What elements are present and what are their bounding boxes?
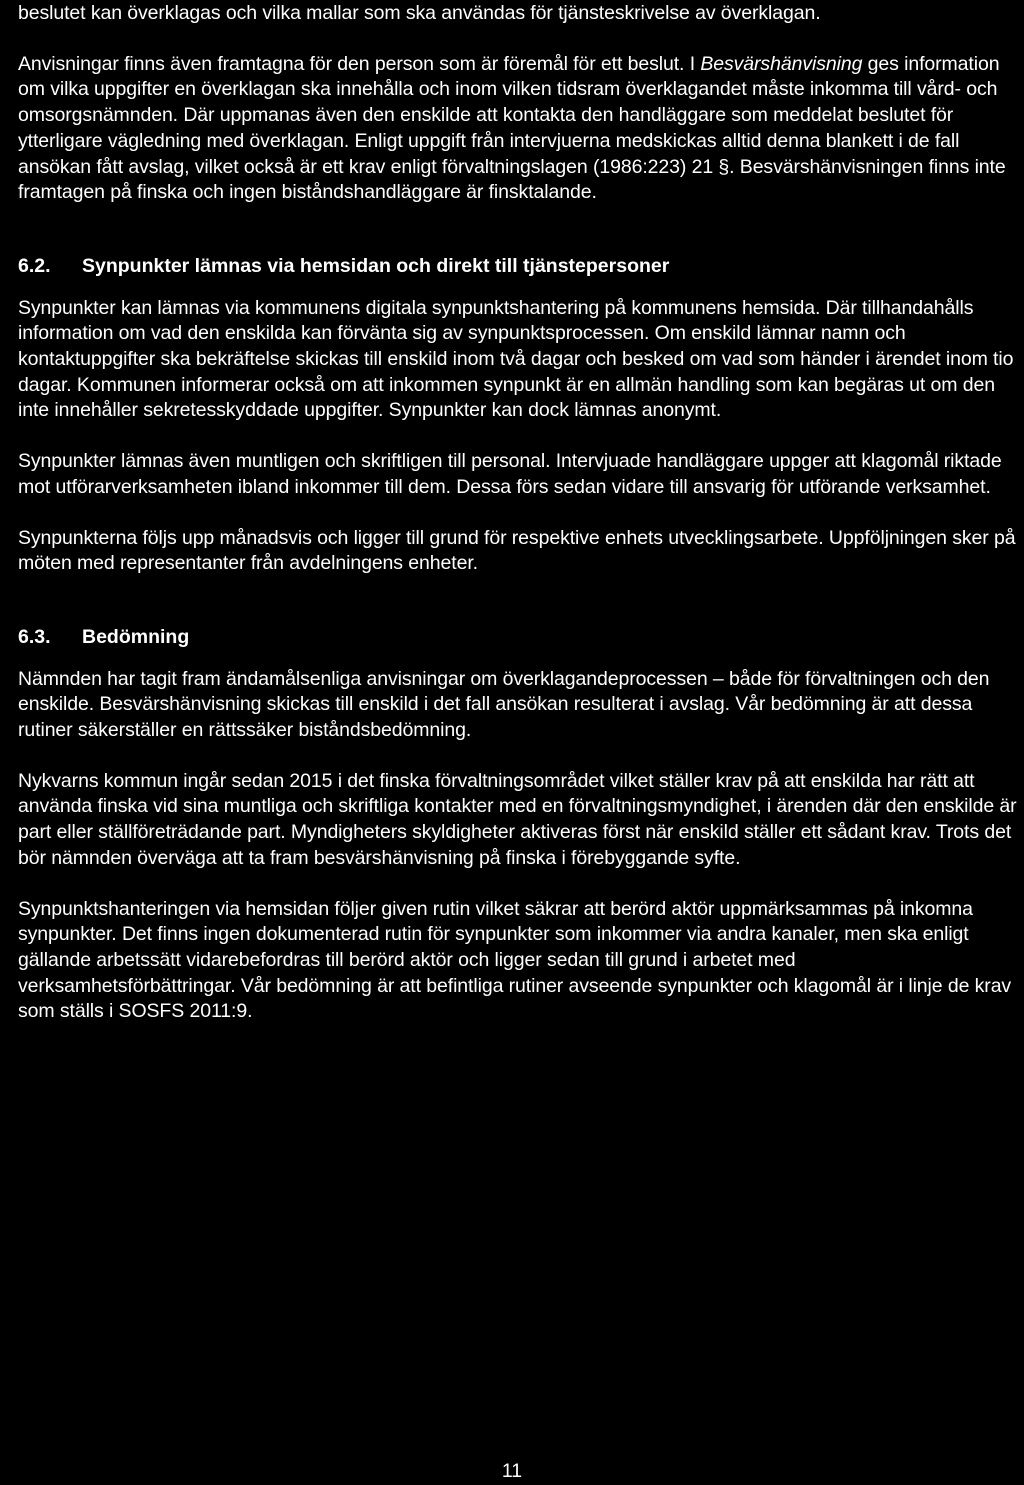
- page-number: 11: [501, 1460, 523, 1482]
- section-6-2-paragraph-1: Synpunkter kan lämnas via kommunens digitala synpunktshantering på kommunens hemsida. Där tillhandahålls information om vad den enskilda kan förvänta sig av synpunktsprocessen. Om enskild lämnar namn och kontaktuppgifter ska bekräftelse skickas till enskild inom två dagar och besked om vad som händer i ärendet inom tio dagar. Kommunen informerar också om att inkommen synpunkt är en allmän handling som kan begäras ut om den inte innehåller sekretesskyddade uppgifter. Synpunkter kan dock lämnas anonymt.: [18, 296, 1014, 422]
- section-title: Synpunkter lämnas via hemsidan och direkt till tjänstepersoner: [82, 254, 670, 277]
- document-body: [18, 0, 1018, 1025]
- section-6-2-paragraph-3: Synpunkterna följs upp månadsvis och ligger till grund för respektive enhets utvecklingsarbete. Uppföljningen sker på möten med representanter från avdelningens enheter.: [18, 526, 1016, 575]
- intro-paragraph-1: beslutet kan överklagas och vilka mallar som ska användas för tjänsteskrivelse av överklagan.: [18, 2, 821, 24]
- section-heading-6-3: [18, 625, 1018, 651]
- intro-paragraph-2: [18, 52, 1018, 206]
- besvarshanvisning-term: Besvärshänvisning: [700, 52, 863, 75]
- section-6-2-paragraph-2: Synpunkter lämnas även muntligen och skriftligen till personal. Intervjuade handläggare uppger att klagomål riktade mot utförarverksamheten ibland inkommer till dem. Dessa förs sedan vidare till ansvarig för utförande verksamhet.: [18, 450, 1002, 498]
- intro-paragraph-2-end: ges information om vilka uppgifter en överklagan ska innehålla och inom vilken tidsram överklagandet måste inkomma till vård- och omsorgsnämnden. Där uppmanas även den enskilde att kontakta den handläggare som meddelat beslutet för ytterligare vägledning med överklagan. Enligt uppgift från intervjuerna medskickas alltid denna blankett i de fall ansökan fått avslag, vilket också är ett krav enligt förvaltningslagen (1986:223) 21 §. Besvärshänvisningen finns inte framtagen på finska och ingen biståndshandläggare är finsktalande.: [18, 52, 1006, 204]
- section-6-3-paragraph-1: Nämnden har tagit fram ändamålsenliga anvisningar om överklagandeprocessen – både för förvaltningen och den enskilde. Besvärshänvisning skickas till enskild i det fall ansökan resulterat i avslag. Vår bedömning är att dessa rutiner säkerställer en rättssäker biståndsbedömning.: [18, 667, 990, 742]
- section-6-3-paragraph-2: Nykvarns kommun ingår sedan 2015 i det finska förvaltningsområdet vilket ställer krav på att enskilda har rätt att använda finska vid sina muntliga och skriftliga kontakter med en förvaltningsmyndighet, i ärenden där den enskilde är part eller ställföreträdande part. Myndigheters skyldigheter aktiveras först när enskild ställer ett sådant krav. Trots det bör nämnden överväga att ta fram besvärshänvisning på finska i förebyggande syfte.: [18, 769, 1017, 869]
- section-6-3-paragraph-3: Synpunktshanteringen via hemsidan följer given rutin vilket säkrar att berörd aktör uppmärksammas på inkomna synpunkter. Det finns ingen dokumenterad rutin för synpunkter som inkommer via andra kanaler, men ska enligt gällande arbetssätt vidarebefordras till berörd aktör och ligger sedan till grund i arbetet med verksamhetsförbättringar. Vår bedömning är att befintliga rutiner avseende synpunkter och klagomål är i linje de krav som ställs i SOSFS 2011:9.: [18, 897, 1012, 1023]
- section-number: 6.2.: [18, 254, 51, 277]
- intro-paragraph-2-start: Anvisningar finns även framtagna för den person som är föremål för ett beslut. I: [18, 52, 701, 75]
- section-heading-6-2: [18, 254, 1018, 280]
- section-number: 6.3.: [18, 625, 51, 648]
- section-title: Bedömning: [82, 625, 190, 648]
